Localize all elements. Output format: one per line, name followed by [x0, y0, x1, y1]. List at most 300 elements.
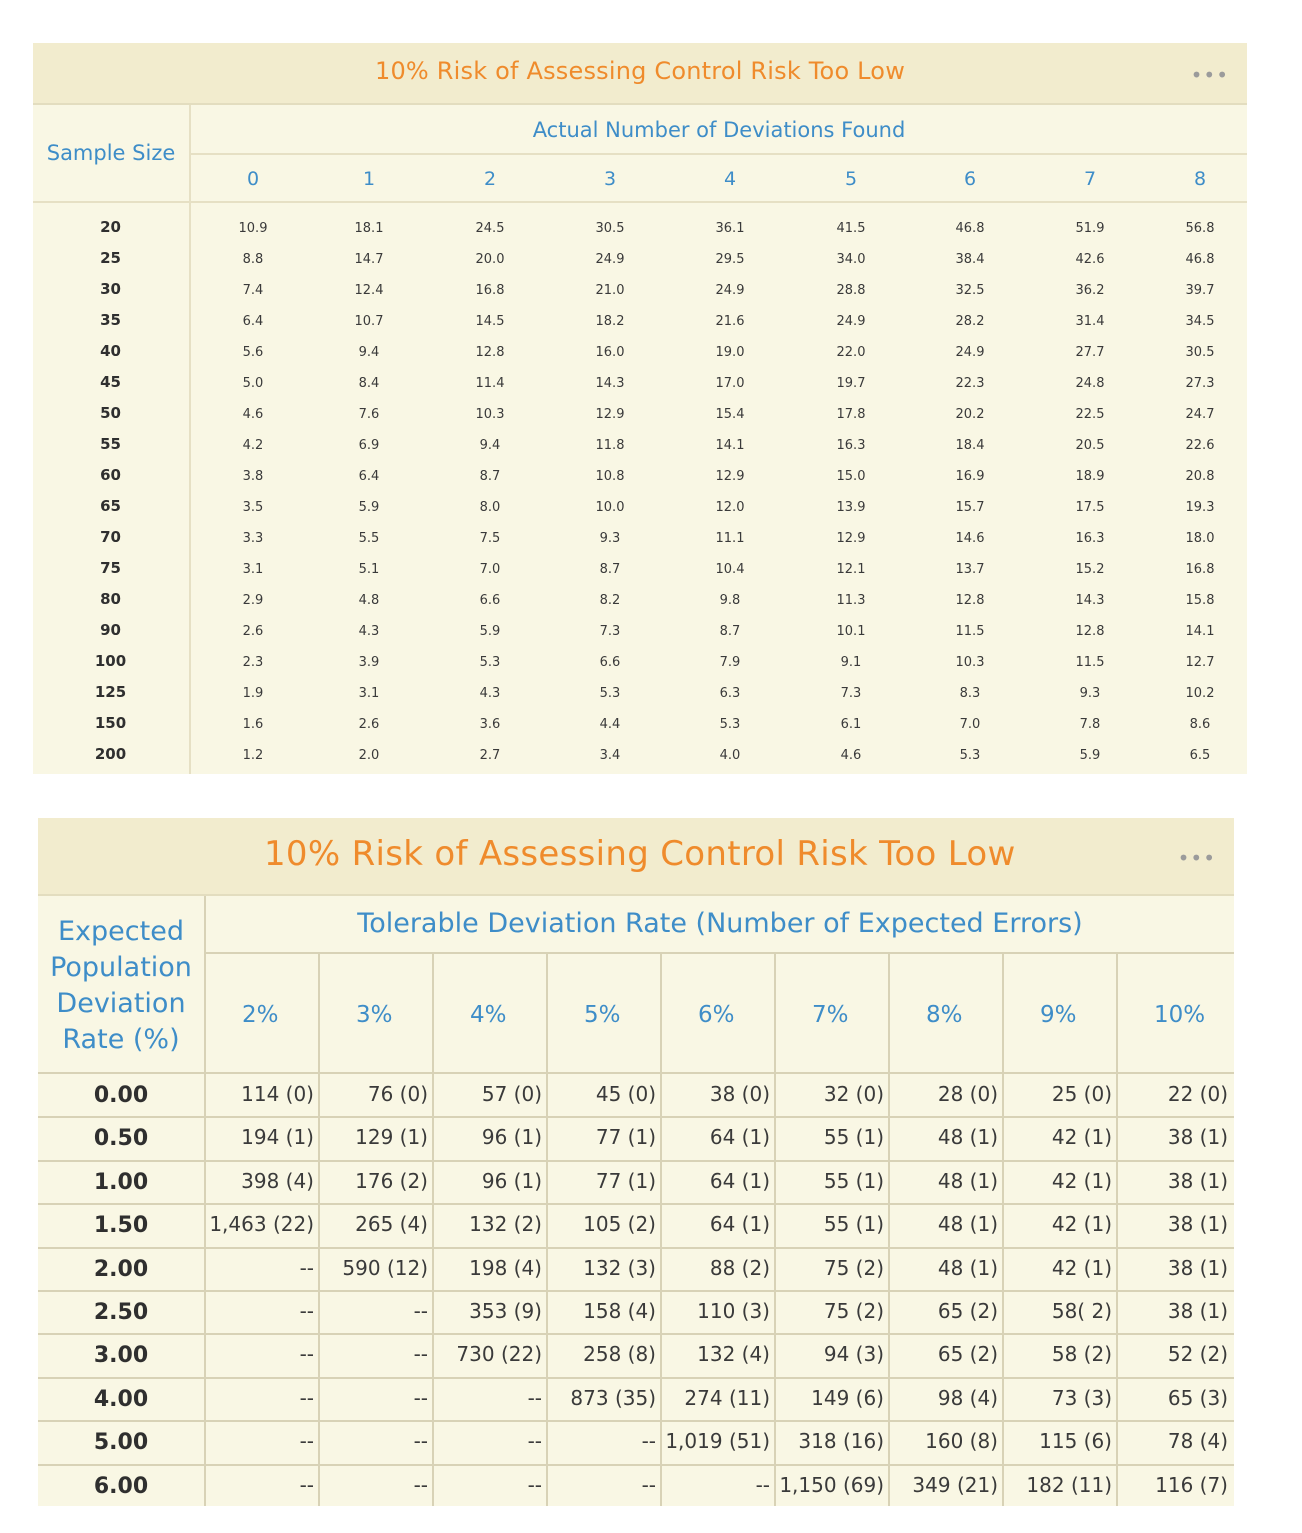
table-cell: 8.6: [1189, 717, 1211, 732]
table-cell: 4.0: [719, 748, 741, 763]
table-cell: 7.0: [959, 717, 981, 732]
sample-size-cell: --: [413, 1386, 428, 1410]
column-header: 3: [603, 168, 617, 190]
table-cell: 22.6: [1185, 438, 1215, 453]
table-cell: 15.0: [836, 469, 866, 484]
table-cell: 6.9: [358, 438, 380, 453]
table-cell: 8.0: [479, 500, 501, 515]
table-cell: 10.8: [595, 469, 625, 484]
table-cell: 36.1: [715, 221, 745, 236]
table-cell: 3.5: [242, 500, 264, 515]
sample-size-cell: --: [641, 1473, 656, 1497]
table-cell: 1.6: [242, 717, 264, 732]
table-cell: 5.9: [479, 624, 501, 639]
table-cell: 5.5: [358, 531, 380, 546]
column-header: 8: [1193, 168, 1207, 190]
table2-title: 10% Risk of Assessing Control Risk Too Low: [264, 834, 1016, 874]
table-cell: 22.5: [1075, 407, 1105, 422]
sample-size-cell: 96 (1): [481, 1169, 542, 1193]
sample-size-cell: 22 (0): [1167, 1082, 1228, 1106]
column-header: 5: [844, 168, 858, 190]
expected-rate-label: 6.00: [93, 1474, 149, 1499]
table-cell: 15.7: [955, 500, 985, 515]
table-cell: 3.4: [599, 748, 621, 763]
table-cell: 11.5: [955, 624, 985, 639]
table-cell: 1.2: [242, 748, 264, 763]
sample-size-cell: 73 (3): [1051, 1386, 1112, 1410]
table-cell: 16.8: [1185, 562, 1215, 577]
table-cell: 2.7: [479, 748, 501, 763]
sample-size-label: 45: [100, 373, 121, 391]
table-cell: 8.7: [479, 469, 501, 484]
sample-size-cell: --: [299, 1342, 314, 1366]
column-divider: [660, 954, 662, 1506]
table-cell: 12.8: [1075, 624, 1105, 639]
expected-rate-label: 5.00: [93, 1430, 149, 1455]
table-cell: 10.3: [955, 655, 985, 670]
table-cell: 8.7: [599, 562, 621, 577]
table-cell: 9.8: [719, 593, 741, 608]
sample-size-cell: 1,019 (51): [665, 1429, 770, 1453]
table-cell: 16.9: [955, 469, 985, 484]
table-cell: 6.6: [599, 655, 621, 670]
table-cell: 2.6: [358, 717, 380, 732]
sample-size-cell: --: [527, 1473, 542, 1497]
table-cell: 16.3: [836, 438, 866, 453]
sample-size-cell: 55 (1): [823, 1212, 884, 1236]
table-cell: 28.2: [955, 314, 985, 329]
header-line: Population: [50, 952, 192, 983]
table-cell: 6.1: [840, 717, 862, 732]
sample-size-cell: --: [527, 1429, 542, 1453]
table-cell: 19.7: [836, 376, 866, 391]
sample-size-label: 75: [100, 559, 121, 577]
table-cell: 3.1: [242, 562, 264, 577]
table-cell: 11.5: [1075, 655, 1105, 670]
table-cell: 7.8: [1079, 717, 1101, 732]
sample-size-cell: 48 (1): [937, 1212, 998, 1236]
table-cell: 18.2: [595, 314, 625, 329]
table-cell: 34.5: [1185, 314, 1215, 329]
table-cell: 14.3: [1075, 593, 1105, 608]
sample-size-cell: 77 (1): [595, 1125, 656, 1149]
sample-size-cell: --: [413, 1429, 428, 1453]
sample-size-label: 35: [100, 311, 121, 329]
sample-size-label: 90: [100, 621, 121, 639]
table-cell: 3.6: [479, 717, 501, 732]
more-options-icon[interactable]: •••: [1190, 63, 1229, 87]
expected-rate-label: 1.50: [93, 1213, 149, 1238]
table-cell: 17.5: [1075, 500, 1105, 515]
table-cell: 5.3: [959, 748, 981, 763]
row-divider: [38, 1247, 1234, 1249]
sample-size-label: 20: [100, 218, 121, 236]
header-line: Rate (%): [62, 1024, 180, 1055]
table-cell: 8.2: [599, 593, 621, 608]
sample-size-cell: 42 (1): [1051, 1169, 1112, 1193]
table-cell: 4.3: [479, 686, 501, 701]
row-divider: [38, 1290, 1234, 1292]
table-cell: 7.3: [599, 624, 621, 639]
header-line: Expected: [58, 916, 184, 947]
sample-size-cell: 590 (12): [342, 1256, 428, 1280]
table-cell: 9.3: [599, 531, 621, 546]
table-cell: 24.9: [595, 252, 625, 267]
table-cell: 4.4: [599, 717, 621, 732]
sample-size-cell: 318 (16): [798, 1429, 884, 1453]
table-cell: 11.4: [475, 376, 505, 391]
table-cell: 9.1: [840, 655, 862, 670]
sample-size-cell: 149 (6): [811, 1386, 884, 1410]
table-cell: 10.4: [715, 562, 745, 577]
table-cell: 4.3: [358, 624, 380, 639]
table-cell: 12.1: [836, 562, 866, 577]
sample-size-cell: --: [299, 1429, 314, 1453]
sample-size-cell: 32 (0): [823, 1082, 884, 1106]
tolerable-rate-header: 2%: [242, 1002, 279, 1028]
header-divider: [191, 153, 1247, 155]
table-cell: 21.0: [595, 283, 625, 298]
row-divider: [38, 1464, 1234, 1466]
expected-rate-label: 0.50: [93, 1126, 149, 1151]
row-divider: [38, 1160, 1234, 1162]
sample-size-cell: 42 (1): [1051, 1125, 1112, 1149]
table-cell: 2.6: [242, 624, 264, 639]
sample-size-label: 25: [100, 249, 121, 267]
table-cell: 10.2: [1185, 686, 1215, 701]
table-cell: 20.5: [1075, 438, 1105, 453]
table-cell: 11.1: [715, 531, 745, 546]
table-cell: 30.5: [1185, 345, 1215, 360]
table-cell: 24.7: [1185, 407, 1215, 422]
table-cell: 2.9: [242, 593, 264, 608]
table-cell: 5.1: [358, 562, 380, 577]
sample-size-cell: --: [299, 1299, 314, 1323]
table-cell: 9.3: [1079, 686, 1101, 701]
sample-size-cell: 64 (1): [709, 1125, 770, 1149]
table-cell: 31.4: [1075, 314, 1105, 329]
table-cell: 10.9: [238, 221, 268, 236]
table-cell: 18.4: [955, 438, 985, 453]
table-cell: 32.5: [955, 283, 985, 298]
sample-size-table: [33, 43, 1247, 774]
sample-size-header: Sample Size: [46, 141, 176, 165]
table-cell: 24.9: [836, 314, 866, 329]
table-cell: 8.7: [719, 624, 741, 639]
table-cell: 12.4: [354, 283, 384, 298]
sample-size-cell: 25 (0): [1051, 1082, 1112, 1106]
column-divider: [318, 954, 320, 1506]
sample-size-label: 55: [100, 435, 121, 453]
table-cell: 8.3: [959, 686, 981, 701]
column-divider: [888, 954, 890, 1506]
table-cell: 42.6: [1075, 252, 1105, 267]
sample-size-cell: 65 (2): [937, 1342, 998, 1366]
sample-size-cell: 873 (35): [570, 1386, 656, 1410]
sample-size-cell: 110 (3): [697, 1299, 770, 1323]
table-cell: 27.7: [1075, 345, 1105, 360]
deviations-found-header: Actual Number of Deviations Found: [532, 118, 906, 142]
table-cell: 4.8: [358, 593, 380, 608]
table-cell: 12.9: [715, 469, 745, 484]
expected-rate-label: 2.50: [93, 1300, 149, 1325]
sample-size-cell: 115 (6): [1039, 1429, 1112, 1453]
table-cell: 7.5: [479, 531, 501, 546]
table-cell: 19.3: [1185, 500, 1215, 515]
sample-size-cell: 38 (0): [709, 1082, 770, 1106]
table-cell: 5.3: [599, 686, 621, 701]
table-cell: 5.6: [242, 345, 264, 360]
table-cell: 5.9: [1079, 748, 1101, 763]
sample-size-label: 40: [100, 342, 121, 360]
table-cell: 15.4: [715, 407, 745, 422]
table-cell: 14.3: [595, 376, 625, 391]
table-cell: 24.8: [1075, 376, 1105, 391]
table-cell: 16.8: [475, 283, 505, 298]
sample-size-cell: 353 (9): [469, 1299, 542, 1323]
table-cell: 12.9: [836, 531, 866, 546]
sample-size-cell: 132 (4): [697, 1342, 770, 1366]
tolerable-rate-header: 8%: [926, 1002, 963, 1028]
table-cell: 18.9: [1075, 469, 1105, 484]
table-cell: 13.7: [955, 562, 985, 577]
table-cell: 3.9: [358, 655, 380, 670]
table-cell: 12.8: [475, 345, 505, 360]
table-cell: 14.1: [1185, 624, 1215, 639]
sample-size-cell: 77 (1): [595, 1169, 656, 1193]
table-cell: 39.7: [1185, 283, 1215, 298]
column-header: 1: [362, 168, 376, 190]
sample-size-cell: 265 (4): [355, 1212, 428, 1236]
sample-size-cell: 55 (1): [823, 1125, 884, 1149]
sample-size-cell: 258 (8): [583, 1342, 656, 1366]
column-divider: [204, 896, 206, 1506]
sample-size-cell: --: [755, 1473, 770, 1497]
sample-size-cell: 76 (0): [367, 1082, 428, 1106]
column-divider: [546, 954, 548, 1506]
table-cell: 16.3: [1075, 531, 1105, 546]
sample-size-cell: 48 (1): [937, 1169, 998, 1193]
table-cell: 24.9: [955, 345, 985, 360]
table-cell: 5.0: [242, 376, 264, 391]
table-cell: 5.9: [358, 500, 380, 515]
table-cell: 19.0: [715, 345, 745, 360]
sample-size-cell: 730 (22): [456, 1342, 542, 1366]
expected-rate-label: 4.00: [93, 1387, 149, 1412]
table-cell: 8.4: [358, 376, 380, 391]
table-cell: 16.0: [595, 345, 625, 360]
table-cell: 10.1: [836, 624, 866, 639]
table-cell: 24.9: [715, 283, 745, 298]
table-cell: 38.4: [955, 252, 985, 267]
table-cell: 10.0: [595, 500, 625, 515]
sample-size-cell: 160 (8): [925, 1429, 998, 1453]
table-cell: 14.7: [354, 252, 384, 267]
table-cell: 22.3: [955, 376, 985, 391]
table-cell: 46.8: [955, 221, 985, 236]
sample-size-cell: 48 (1): [937, 1256, 998, 1280]
tolerable-rate-header: 3%: [356, 1002, 393, 1028]
table-cell: 14.6: [955, 531, 985, 546]
sample-size-cell: 105 (2): [583, 1212, 656, 1236]
row-divider: [38, 1420, 1234, 1422]
sample-size-cell: 182 (11): [1026, 1473, 1112, 1497]
tolerable-rate-header: 10%: [1154, 1002, 1206, 1028]
table-cell: 7.3: [840, 686, 862, 701]
table-cell: 18.0: [1185, 531, 1215, 546]
sample-size-cell: 176 (2): [355, 1169, 428, 1193]
header-divider: [206, 952, 1234, 954]
sample-size-label: 80: [100, 590, 121, 608]
column-divider: [189, 105, 191, 774]
row-divider: [38, 1333, 1234, 1335]
table-cell: 10.3: [475, 407, 505, 422]
table-cell: 4.6: [840, 748, 862, 763]
sample-size-label: 125: [94, 683, 127, 701]
sample-size-cell: 64 (1): [709, 1212, 770, 1236]
row-divider: [38, 1116, 1234, 1118]
table-cell: 2.0: [358, 748, 380, 763]
table-cell: 1.9: [242, 686, 264, 701]
table-cell: 12.8: [955, 593, 985, 608]
table-cell: 7.4: [242, 283, 264, 298]
sample-size-cell: 42 (1): [1051, 1212, 1112, 1236]
sample-size-label: 100: [94, 652, 127, 670]
sample-size-cell: 398 (4): [241, 1169, 314, 1193]
table-cell: 9.4: [479, 438, 501, 453]
table-cell: 15.8: [1185, 593, 1215, 608]
table-cell: 34.0: [836, 252, 866, 267]
table-cell: 11.8: [595, 438, 625, 453]
table-cell: 6.6: [479, 593, 501, 608]
sample-size-cell: 1,463 (22): [209, 1212, 314, 1236]
table-cell: 6.5: [1189, 748, 1211, 763]
sample-size-label: 60: [100, 466, 121, 484]
table-cell: 30.5: [595, 221, 625, 236]
sample-size-cell: 132 (3): [583, 1256, 656, 1280]
table2-title-bar: [38, 818, 1234, 896]
expected-rate-label: 1.00: [93, 1170, 149, 1195]
table-cell: 7.0: [479, 562, 501, 577]
table-cell: 12.7: [1185, 655, 1215, 670]
table-cell: 8.8: [242, 252, 264, 267]
sample-size-cell: --: [413, 1473, 428, 1497]
table-cell: 12.0: [715, 500, 745, 515]
table-cell: 6.4: [358, 469, 380, 484]
sample-size-cell: 198 (4): [469, 1256, 542, 1280]
table-cell: 4.2: [242, 438, 264, 453]
table-cell: 7.9: [719, 655, 741, 670]
sample-size-cell: 38 (1): [1167, 1212, 1228, 1236]
table-cell: 20.8: [1185, 469, 1215, 484]
table-cell: 15.2: [1075, 562, 1105, 577]
sample-size-cell: --: [299, 1473, 314, 1497]
sample-size-cell: 94 (3): [823, 1342, 884, 1366]
table-cell: 10.7: [354, 314, 384, 329]
row-divider: [38, 1203, 1234, 1205]
tolerable-deviation-table: [38, 818, 1234, 1506]
table-cell: 17.8: [836, 407, 866, 422]
expected-rate-label: 3.00: [93, 1343, 149, 1368]
column-divider: [1002, 954, 1004, 1506]
table-cell: 3.3: [242, 531, 264, 546]
table-cell: 24.5: [475, 221, 505, 236]
sample-size-label: 150: [94, 714, 127, 732]
header-divider: [33, 201, 1247, 203]
table-cell: 51.9: [1075, 221, 1105, 236]
table-cell: 13.9: [836, 500, 866, 515]
expected-rate-label: 2.00: [93, 1257, 149, 1282]
column-header: 0: [246, 168, 260, 190]
table-cell: 4.6: [242, 407, 264, 422]
sample-size-cell: 349 (21): [912, 1473, 998, 1497]
table-cell: 6.3: [719, 686, 741, 701]
row-divider: [38, 1377, 1234, 1379]
table-cell: 3.8: [242, 469, 264, 484]
table-cell: 14.1: [715, 438, 745, 453]
more-options-icon[interactable]: •••: [1177, 846, 1216, 870]
sample-size-cell: 274 (11): [684, 1386, 770, 1410]
sample-size-cell: 58 (2): [1051, 1342, 1112, 1366]
sample-size-label: 65: [100, 497, 121, 515]
table-cell: 2.3: [242, 655, 264, 670]
sample-size-cell: 64 (1): [709, 1169, 770, 1193]
sample-size-cell: 48 (1): [937, 1125, 998, 1149]
table-cell: 28.8: [836, 283, 866, 298]
sample-size-cell: 75 (2): [823, 1256, 884, 1280]
sample-size-cell: --: [527, 1386, 542, 1410]
sample-size-cell: --: [641, 1429, 656, 1453]
table-cell: 27.3: [1185, 376, 1215, 391]
sample-size-cell: 38 (1): [1167, 1299, 1228, 1323]
sample-size-cell: --: [299, 1256, 314, 1280]
sample-size-cell: 38 (1): [1167, 1169, 1228, 1193]
column-header: 6: [963, 168, 977, 190]
column-divider: [432, 954, 434, 1506]
sample-size-cell: 28 (0): [937, 1082, 998, 1106]
table-cell: 17.0: [715, 376, 745, 391]
expected-rate-label: 0.00: [93, 1083, 149, 1108]
tolerable-rate-header: 9%: [1040, 1002, 1077, 1028]
table-cell: 20.0: [475, 252, 505, 267]
table-cell: 14.5: [475, 314, 505, 329]
sample-size-cell: 88 (2): [709, 1256, 770, 1280]
sample-size-label: 70: [100, 528, 121, 546]
sample-size-cell: 55 (1): [823, 1169, 884, 1193]
sample-size-cell: 65 (2): [937, 1299, 998, 1323]
column-divider: [774, 954, 776, 1506]
table-cell: 7.6: [358, 407, 380, 422]
table-cell: 18.1: [354, 221, 384, 236]
sample-size-cell: 65 (3): [1167, 1386, 1228, 1410]
sample-size-cell: --: [413, 1299, 428, 1323]
table-cell: 11.3: [836, 593, 866, 608]
column-header: 2: [483, 168, 497, 190]
sample-size-cell: 52 (2): [1167, 1342, 1228, 1366]
table-cell: 56.8: [1185, 221, 1215, 236]
sample-size-cell: 75 (2): [823, 1299, 884, 1323]
table-cell: 46.8: [1185, 252, 1215, 267]
sample-size-cell: 132 (2): [469, 1212, 542, 1236]
sample-size-cell: --: [413, 1342, 428, 1366]
sample-size-cell: 158 (4): [583, 1299, 656, 1323]
sample-size-cell: 114 (0): [241, 1082, 314, 1106]
tolerable-rate-header: 4%: [470, 1002, 507, 1028]
expected-deviation-rate-header: [38, 914, 204, 1058]
header-divider: [38, 1072, 1234, 1074]
sample-size-cell: 129 (1): [355, 1125, 428, 1149]
sample-size-cell: 45 (0): [595, 1082, 656, 1106]
